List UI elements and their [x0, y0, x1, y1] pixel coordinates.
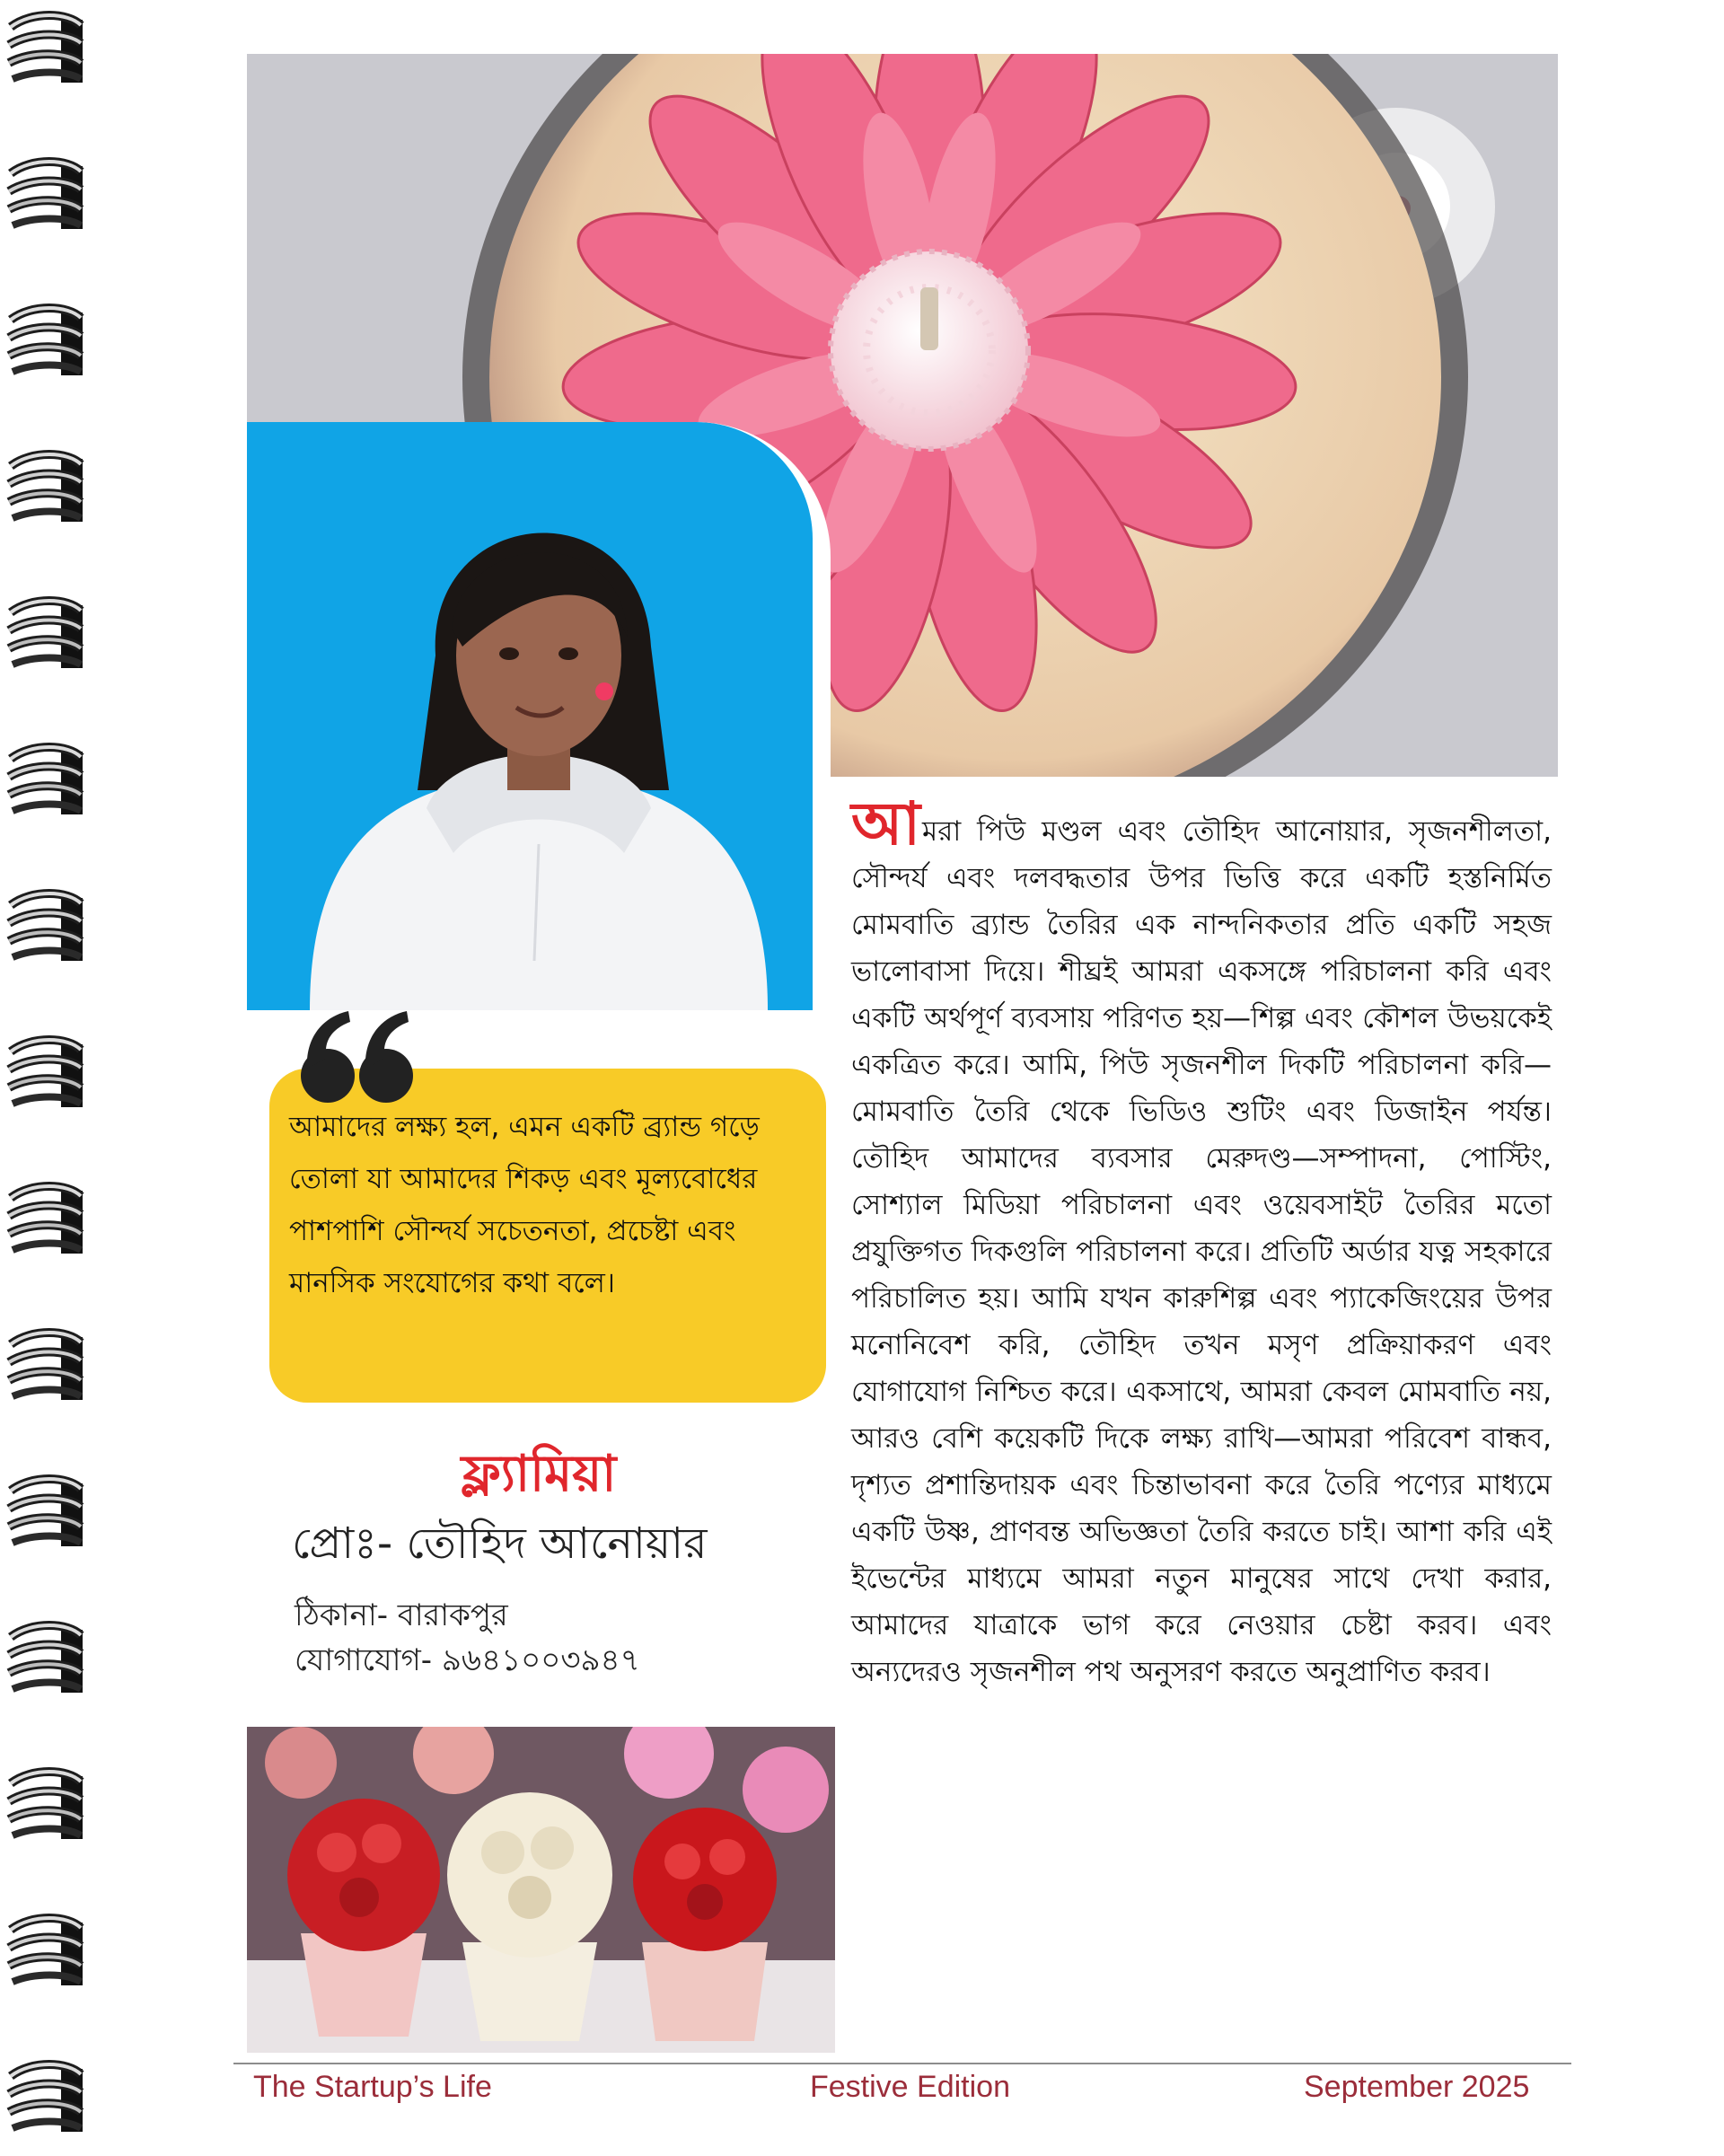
- binding-ring-icon: [5, 154, 86, 236]
- binding-ring-icon: [5, 7, 86, 90]
- quote-box: [269, 1069, 826, 1403]
- contact-line: যোগাযোগ- ৯৬৪১০০৩৯৪৭: [295, 1642, 640, 1678]
- binding-ring-icon: [5, 1764, 86, 1846]
- footer-edition: Festive Edition: [810, 2070, 1010, 2104]
- binding-ring-icon: [5, 739, 86, 822]
- proprietor-name: প্রোঃ- তৌহিদ আনোয়ার: [292, 1518, 708, 1569]
- bouquet-candles-photo: [247, 1727, 835, 2053]
- binding-ring-icon: [5, 2056, 86, 2139]
- binding-ring-icon: [5, 1032, 86, 1114]
- rose-bouquet-candles-illustration: [247, 1727, 835, 2053]
- quote-text: আমাদের লক্ষ্য হল, এমন একটি ব্র্যান্ড গড়ে তোলা যা আমাদের শিকড় এবং মূল্যবোধের পাশপাশি সৌন্দর্য সচেতনতা, প্রচেষ্টা এবং মানসিক সংযোগের কথা বলে।: [289, 1111, 760, 1299]
- binding-ring-icon: [5, 1471, 86, 1553]
- binding-ring-icon: [5, 446, 86, 529]
- article-text: মরা পিউ মণ্ডল এবং তৌহিদ আনোয়ার, সৃজনশীলতা, সৌন্দর্য এবং দলবদ্ধতার উপর ভিত্তি করে একটি হস্তনির্মিত মোমবাতি ব্র্যান্ড তৈরির এক নান্দনিকতার প্রতি একটি সহজ ভালোবাসা দিয়ে। শীঘ্রই আমরা একসঙ্গে পরিচালনা করি এবং একটি অর্থপূর্ণ ব্যবসায় পরিণত হয়—শিল্প এবং কৌশল উভয়কেই একত্রিত করে। আমি, পিউ সৃজনশীল দিকটি পরিচালনা করি—মোমবাতি তৈরি থেকে ভিডিও শুটিং এবং ডিজাইন পর্যন্ত। তৌহিদ আমাদের ব্যবসার মেরুদণ্ড—সম্পাদনা, পোস্টিং, সোশ্যাল মিডিয়া পরিচালনা এবং ওয়েবসাইট তৈরির মতো প্রযুক্তিগত দিকগুলি পরিচালনা করে। প্রতিটি অর্ডার যত্ন সহকারে পরিচালিত হয়। আমি যখন কারুশিল্প এবং প্যাকেজিংয়ের উপর মনোনিবেশ করি, তৌহিদ তখন মসৃণ প্রক্রিয়াকরণ এবং যোগাযোগ নিশ্চিত করে। একসাথে, আমরা কেবল মোমবাতি নয়, আরও বেশি কয়েকটি দিকে লক্ষ্য রাখি—আমরা পরিবেশ বান্ধব, দৃশ্যত প্রশান্তিদায়ক এবং চিন্তাভাবনা করে তৈরি পণ্যের মাধ্যমে একটি উষ্ণ, প্রাণবন্ত অভিজ্ঞতা তৈরি করতে চাই। আশা করি এই ইভেন্টের মাধ্যমে আমরা নতুন মানুষের সাথে দেখা করার, আমাদের যাত্রাকে ভাগ করে নেওয়ার চেষ্টা করব। এবং অন্যদেরও সৃজনশীল পথ অনুসরণ করতে অনুপ্রাণিত করব।: [851, 815, 1552, 1688]
- binding-ring-icon: [5, 1178, 86, 1261]
- founder-portrait: [247, 422, 813, 1010]
- binding-ring-icon: [5, 300, 86, 383]
- binding-ring-icon: [5, 1324, 86, 1407]
- address-line: ঠিকানা- বারাকপুর: [295, 1597, 508, 1633]
- article-paragraph: [851, 789, 1552, 1695]
- drop-cap: আ: [851, 789, 920, 858]
- footer-magazine-title: The Startup’s Life: [253, 2070, 492, 2104]
- binding-ring-icon: [5, 1910, 86, 1993]
- binding-ring-icon: [5, 593, 86, 675]
- footer-date: September 2025: [1304, 2070, 1530, 2104]
- binding-ring-icon: [5, 1617, 86, 1700]
- article-body: [851, 789, 1552, 1695]
- brand-name: ফ্ল্যামিয়া: [461, 1445, 617, 1503]
- footer-divider: [233, 2063, 1571, 2064]
- person-portrait-illustration: [247, 422, 813, 1010]
- binding-ring-icon: [5, 885, 86, 968]
- quotation-mark-icon: [296, 1006, 422, 1113]
- spiral-binding: [0, 0, 99, 2156]
- portrait-frame: [247, 422, 831, 1010]
